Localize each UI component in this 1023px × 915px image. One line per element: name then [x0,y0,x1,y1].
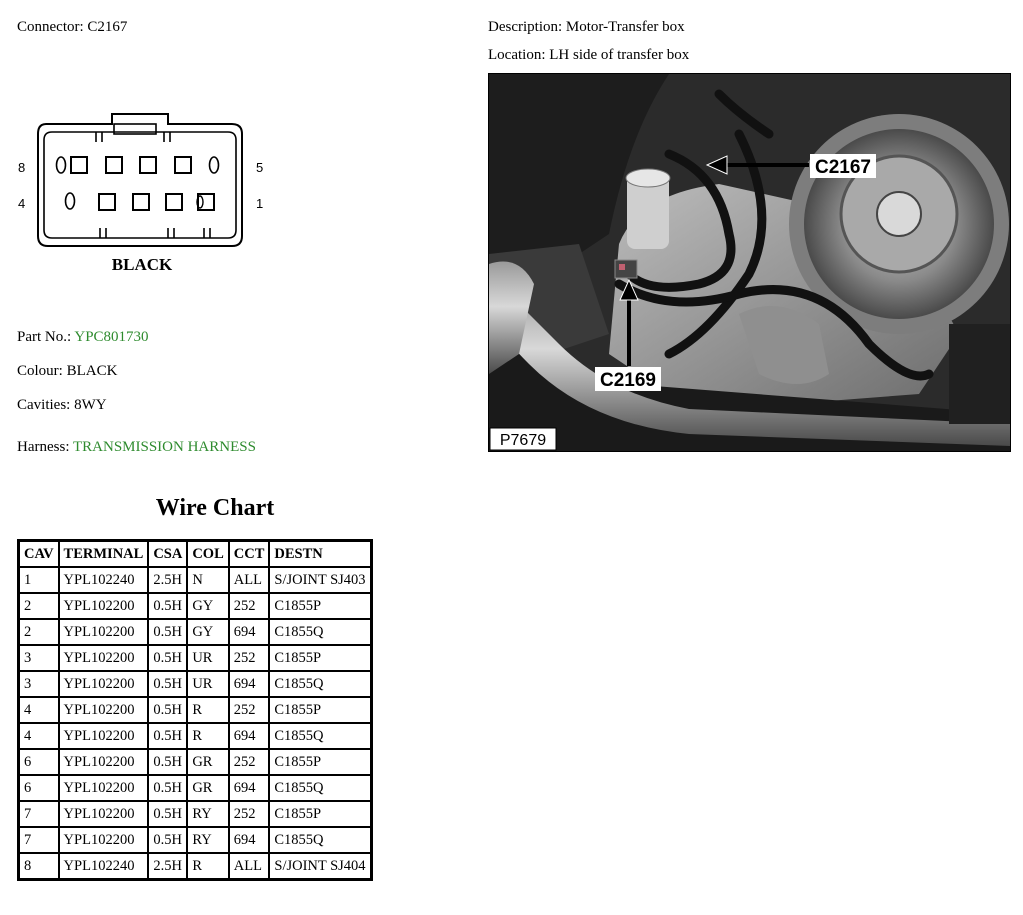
cell-terminal: YPL102200 [59,801,149,827]
cell-cct: ALL [229,567,270,593]
cell-terminal: YPL102240 [59,567,149,593]
cell-destn: C1855Q [269,671,371,697]
cell-destn: C1855P [269,801,371,827]
cell-col: R [187,697,228,723]
cell-cct: 252 [229,593,270,619]
cell-col: RY [187,827,228,853]
table-row [19,619,372,645]
location-photo-drawing [489,74,1010,451]
cell-csa: 0.5H [148,775,187,801]
cell-col: UR [187,671,228,697]
cell-cav: 6 [19,749,59,775]
cell-destn: C1855P [269,645,371,671]
cavities-line [17,396,107,414]
cell-col: R [187,853,228,880]
location-photo [488,73,1011,452]
harness-link[interactable]: TRANSMISSION HARNESS [72,439,256,455]
callout-c2167: C2167 [815,157,871,178]
part-no-link[interactable]: YPC801730 [74,329,149,345]
cell-cct: ALL [229,853,270,880]
cell-csa: 0.5H [148,619,187,645]
cell-destn: C1855Q [269,775,371,801]
cell-destn: C1855Q [269,619,371,645]
wire-chart-header-row [19,541,372,568]
pin-label-bottom-left: 4 [18,196,26,211]
cell-csa: 0.5H [148,593,187,619]
cell-terminal: YPL102240 [59,853,149,880]
cell-terminal: YPL102200 [59,671,149,697]
connector-line [17,18,127,36]
cell-csa: 0.5H [148,749,187,775]
pin-label-bottom-right: 1 [256,196,264,211]
cell-col: GR [187,749,228,775]
location-line [488,46,689,64]
cell-cav: 7 [19,801,59,827]
cell-destn: C1855P [269,697,371,723]
cell-cav: 7 [19,827,59,853]
cell-col: RY [187,801,228,827]
table-row [19,827,372,853]
location-label: Location: [488,47,546,63]
cell-col: R [187,723,228,749]
table-row [19,723,372,749]
description-line [488,18,685,36]
table-row [19,645,372,671]
cell-csa: 0.5H [148,697,187,723]
cell-col: GR [187,775,228,801]
cell-terminal: YPL102200 [59,593,149,619]
cell-csa: 0.5H [148,645,187,671]
cavities-value: 8WY [74,397,107,413]
callout-c2169: C2169 [600,370,656,391]
cell-col: GY [187,593,228,619]
table-row [19,749,372,775]
cell-cav: 8 [19,853,59,880]
cell-col: UR [187,645,228,671]
table-row [19,671,372,697]
description-value: Motor-Transfer box [565,19,685,35]
location-value: LH side of transfer box [549,47,690,63]
cell-terminal: YPL102200 [59,645,149,671]
cell-cav: 4 [19,723,59,749]
harness-line [17,438,256,456]
header-col: COL [187,541,228,568]
cell-cav: 3 [19,671,59,697]
cell-col: GY [187,619,228,645]
header-csa: CSA [148,541,187,568]
table-row [19,801,372,827]
header-cav: CAV [19,541,59,568]
wire-chart-table [17,539,373,881]
wire-chart-title: Wire Chart [155,495,275,521]
cell-cct: 252 [229,749,270,775]
colour-label: Colour: [17,363,63,379]
cell-destn: S/JOINT SJ403 [269,567,371,593]
table-row [19,775,372,801]
cell-terminal: YPL102200 [59,827,149,853]
cell-cct: 694 [229,619,270,645]
cell-destn: C1855Q [269,723,371,749]
cell-cav: 4 [19,697,59,723]
colour-line [17,362,117,380]
cell-terminal: YPL102200 [59,723,149,749]
cell-destn: C1855P [269,749,371,775]
part-no-line [17,328,149,346]
pin-label-top-left: 8 [18,160,26,175]
cell-cct: 252 [229,645,270,671]
cell-csa: 0.5H [148,671,187,697]
table-row [19,853,372,880]
harness-label: Harness: [17,439,70,455]
cell-destn: C1855Q [269,827,371,853]
cell-cav: 6 [19,775,59,801]
cell-cct: 694 [229,775,270,801]
cavities-label: Cavities: [17,397,71,413]
cell-cav: 1 [19,567,59,593]
cell-cct: 694 [229,671,270,697]
cell-destn: C1855P [269,593,371,619]
table-row [19,567,372,593]
colour-value: BLACK [66,363,118,379]
cell-csa: 2.5H [148,567,187,593]
cell-terminal: YPL102200 [59,619,149,645]
diagram-colour-caption: BLACK [111,255,173,274]
cell-cct: 694 [229,723,270,749]
cell-cav: 3 [19,645,59,671]
cell-cav: 2 [19,619,59,645]
cell-csa: 0.5H [148,801,187,827]
cell-csa: 0.5H [148,827,187,853]
pin-label-top-right: 5 [256,160,264,175]
header-destn: DESTN [269,541,371,568]
cell-cct: 252 [229,801,270,827]
cell-csa: 0.5H [148,723,187,749]
connector-face-diagram [10,108,280,283]
cell-csa: 2.5H [148,853,187,880]
cell-terminal: YPL102200 [59,749,149,775]
connector-label: Connector: [17,19,84,35]
description-label: Description: [488,19,563,35]
cell-cct: 694 [229,827,270,853]
header-terminal: TERMINAL [59,541,149,568]
header-cct: CCT [229,541,270,568]
connector-value: C2167 [87,19,128,35]
table-row [19,593,372,619]
table-row [19,697,372,723]
cell-terminal: YPL102200 [59,775,149,801]
part-no-label: Part No.: [17,329,72,345]
cell-cct: 252 [229,697,270,723]
photo-id: P7679 [499,432,547,449]
cell-destn: S/JOINT SJ404 [269,853,371,880]
cell-col: N [187,567,228,593]
cell-terminal: YPL102200 [59,697,149,723]
cell-cav: 2 [19,593,59,619]
